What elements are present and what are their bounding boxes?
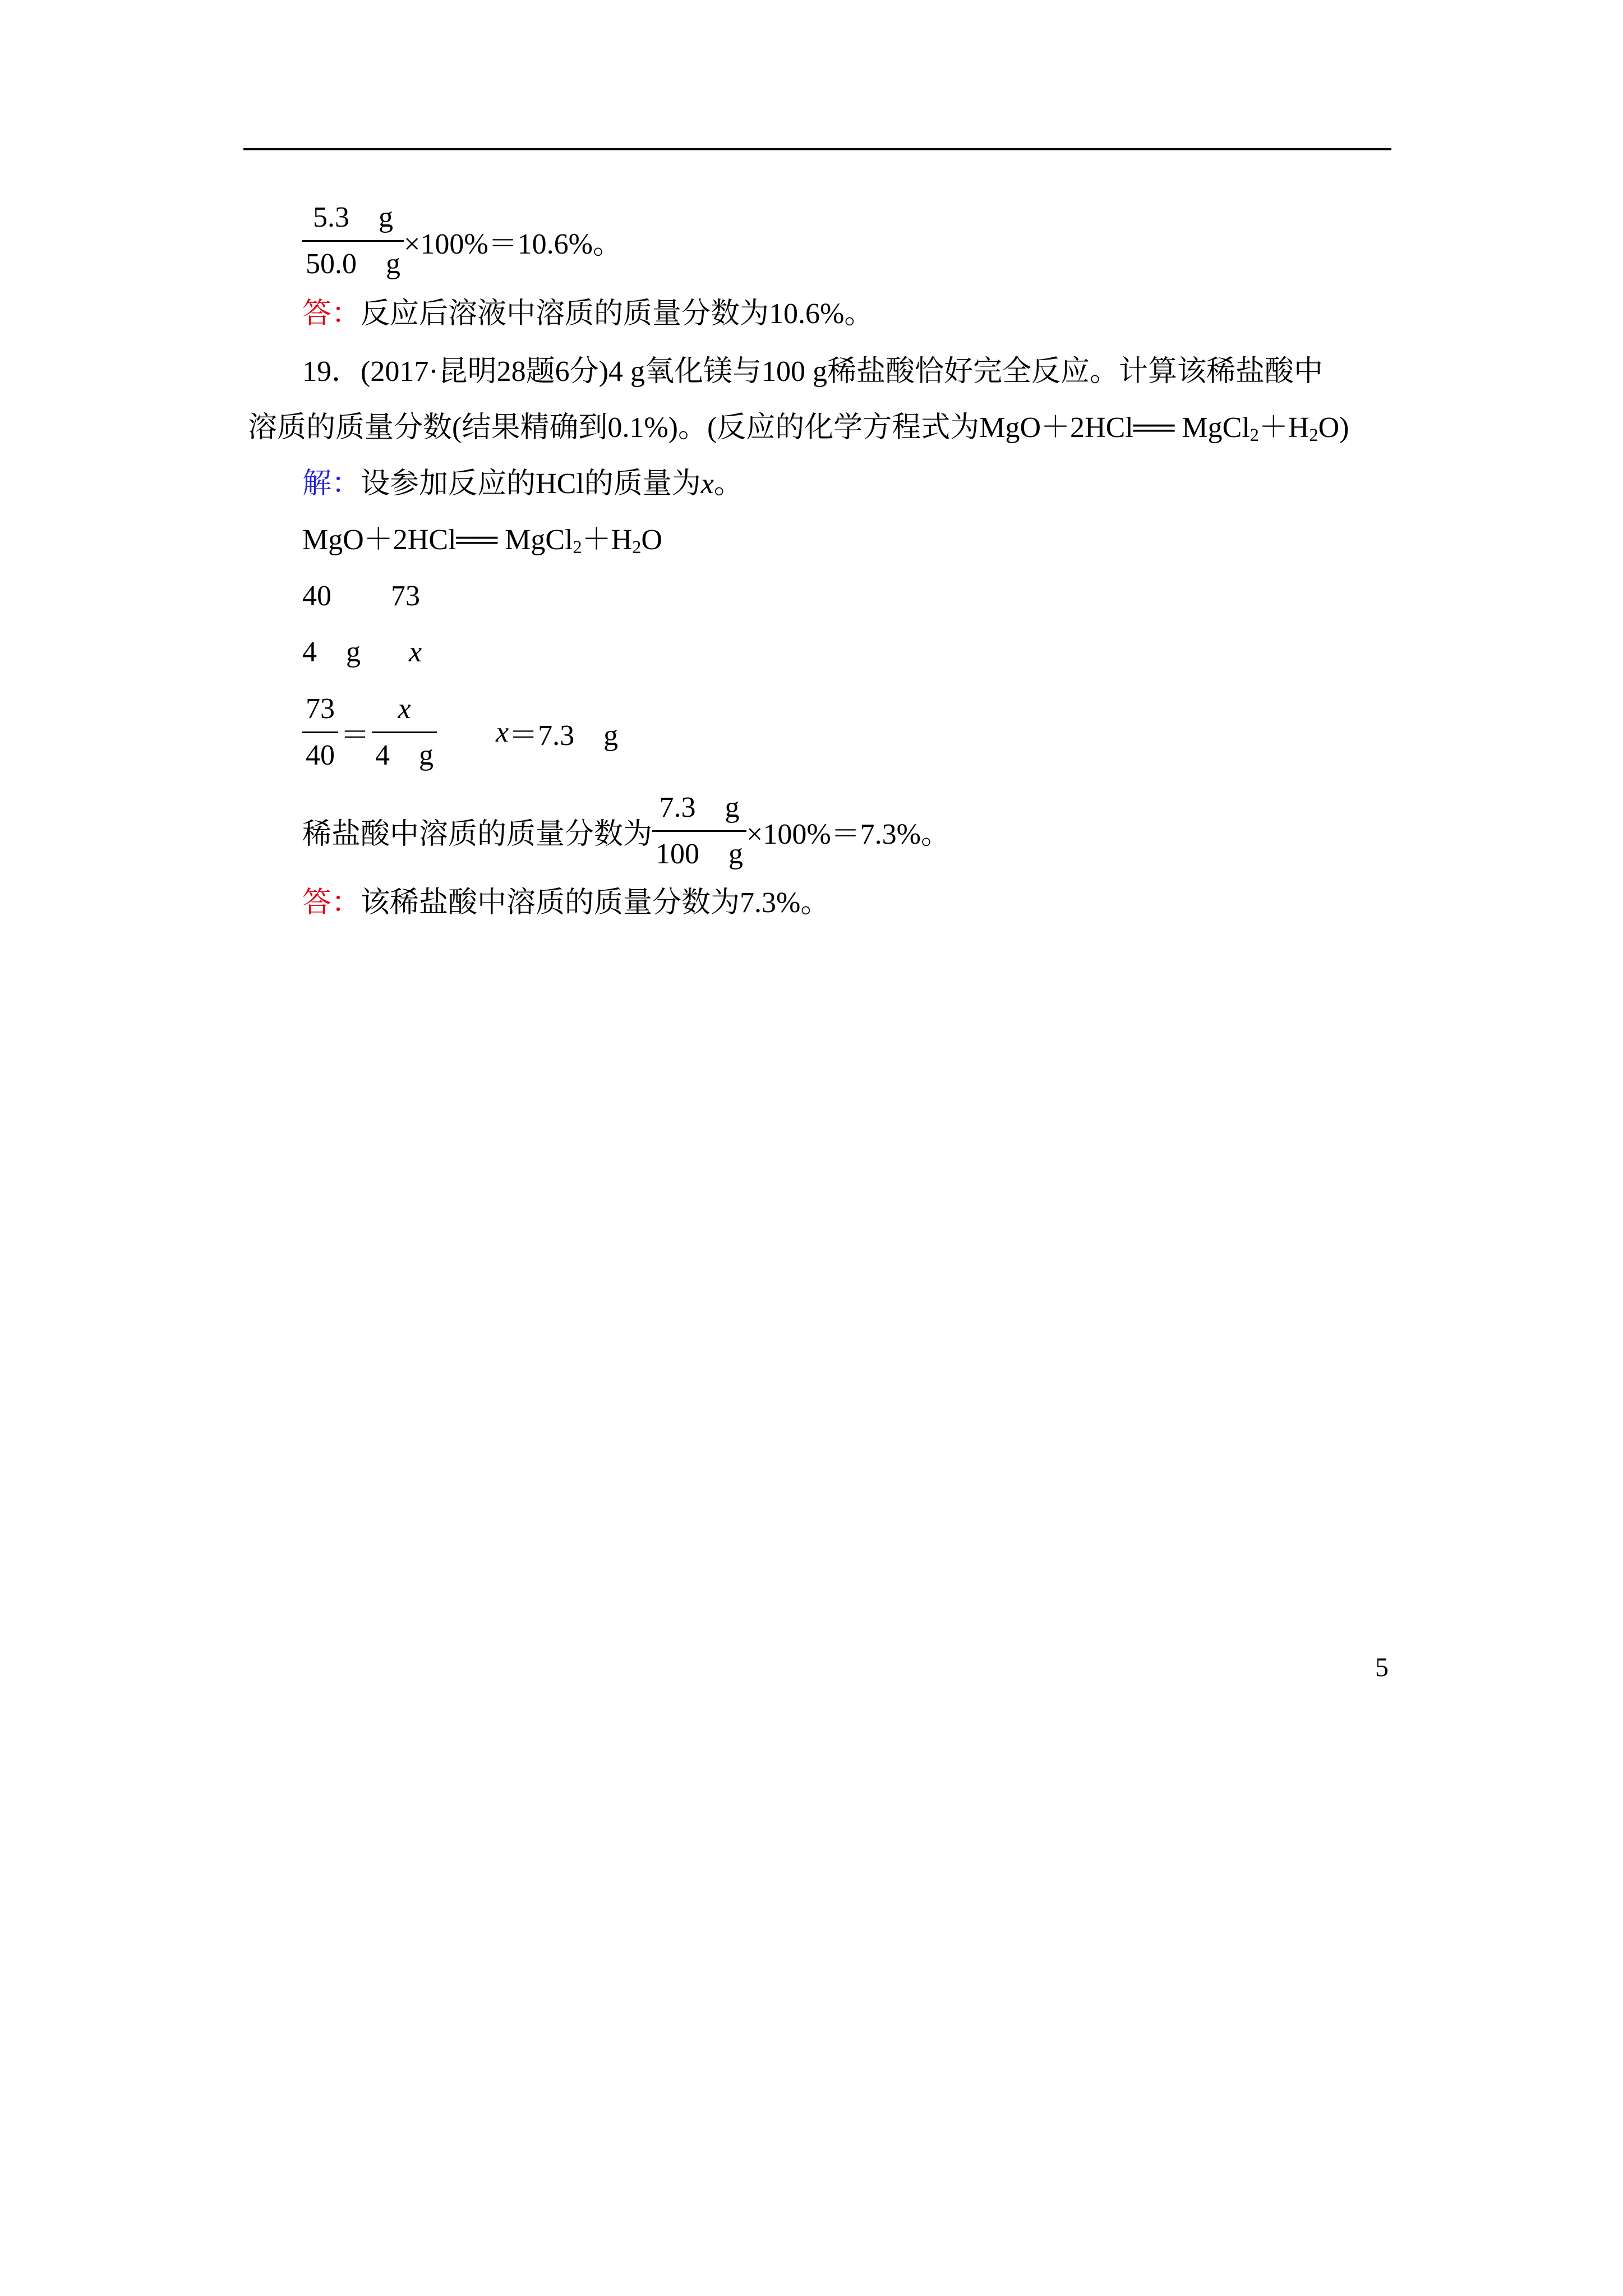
question-line-1 bbox=[302, 356, 1323, 388]
answer-line bbox=[302, 887, 829, 919]
given-mass: 4 g bbox=[302, 636, 361, 668]
percent-tail: ×100%＝7.3%。 bbox=[746, 818, 950, 850]
question-text: 溶质的质量分数(结果精确到0.1%)。(反应的化学方程式为MgO＋2HCl══ MgCl bbox=[248, 412, 1250, 444]
answer-label: 答： bbox=[302, 298, 361, 330]
variable-x: x bbox=[700, 468, 714, 500]
fraction-denominator: 50.0 g bbox=[306, 248, 401, 280]
prev-solution-row bbox=[302, 195, 622, 287]
subscript: 2 bbox=[632, 537, 642, 558]
question-source: (2017·昆明28题6分) bbox=[361, 356, 608, 388]
subscript: 2 bbox=[1249, 425, 1259, 445]
prev-solution-tail: ×100%＝10.6%。 bbox=[404, 228, 622, 260]
solution-label: 解： bbox=[302, 468, 361, 500]
subscript: 2 bbox=[1309, 425, 1318, 445]
solution-intro: 设参加反应的HCl的质量为 bbox=[361, 468, 701, 500]
prev-answer-line bbox=[302, 298, 873, 330]
fraction bbox=[652, 785, 746, 877]
fraction bbox=[302, 687, 338, 778]
fraction-numerator: x bbox=[398, 693, 411, 725]
question-text: ＋H bbox=[1258, 412, 1310, 444]
answer-text: 该稀盐酸中溶质的质量分数为7.3%。 bbox=[361, 887, 830, 919]
fraction-numerator: 73 bbox=[306, 693, 335, 725]
ratio-mgo: 40 bbox=[302, 580, 331, 612]
equals-sign: ＝ bbox=[340, 720, 370, 752]
question-line-2 bbox=[248, 412, 1349, 444]
answer-label: 答： bbox=[302, 887, 361, 919]
question-number: 19． bbox=[302, 356, 361, 388]
page-number: 5 bbox=[1375, 1653, 1389, 1682]
fraction-numerator: 5.3 g bbox=[313, 201, 394, 233]
fraction bbox=[372, 687, 437, 778]
fraction-denominator: 4 g bbox=[375, 739, 434, 771]
ratio-hcl: 73 bbox=[391, 580, 420, 612]
fraction bbox=[302, 195, 404, 287]
fraction-numerator: 7.3 g bbox=[659, 792, 740, 823]
question-text: O) bbox=[1318, 412, 1349, 444]
subscript: 2 bbox=[573, 537, 582, 558]
question-text: 4 g氧化镁与100 g稀盐酸恰好完全反应。计算该稀盐酸中 bbox=[608, 356, 1323, 388]
result-variable: x bbox=[496, 716, 509, 748]
ratio-row bbox=[302, 581, 420, 612]
percent-prefix: 稀盐酸中溶质的质量分数为 bbox=[302, 818, 653, 850]
variable-x: x bbox=[409, 636, 422, 668]
given-row bbox=[302, 637, 422, 668]
fraction-denominator: 100 g bbox=[656, 838, 744, 870]
equation-text: MgO＋2HCl══ MgCl bbox=[302, 524, 573, 556]
equation-text: ＋H bbox=[582, 524, 633, 556]
solution-intro-end: 。 bbox=[713, 468, 743, 500]
equation-text: O bbox=[641, 524, 662, 556]
answer-text: 反应后溶液中溶质的质量分数为10.6%。 bbox=[361, 298, 874, 330]
proportion-row bbox=[302, 687, 618, 778]
fraction-denominator: 40 bbox=[306, 739, 335, 771]
chemical-equation bbox=[302, 524, 662, 556]
percent-row bbox=[302, 785, 950, 877]
solution-intro-line bbox=[302, 468, 743, 500]
result-value: ＝7.3 g bbox=[509, 720, 619, 752]
header-rule bbox=[243, 148, 1391, 150]
